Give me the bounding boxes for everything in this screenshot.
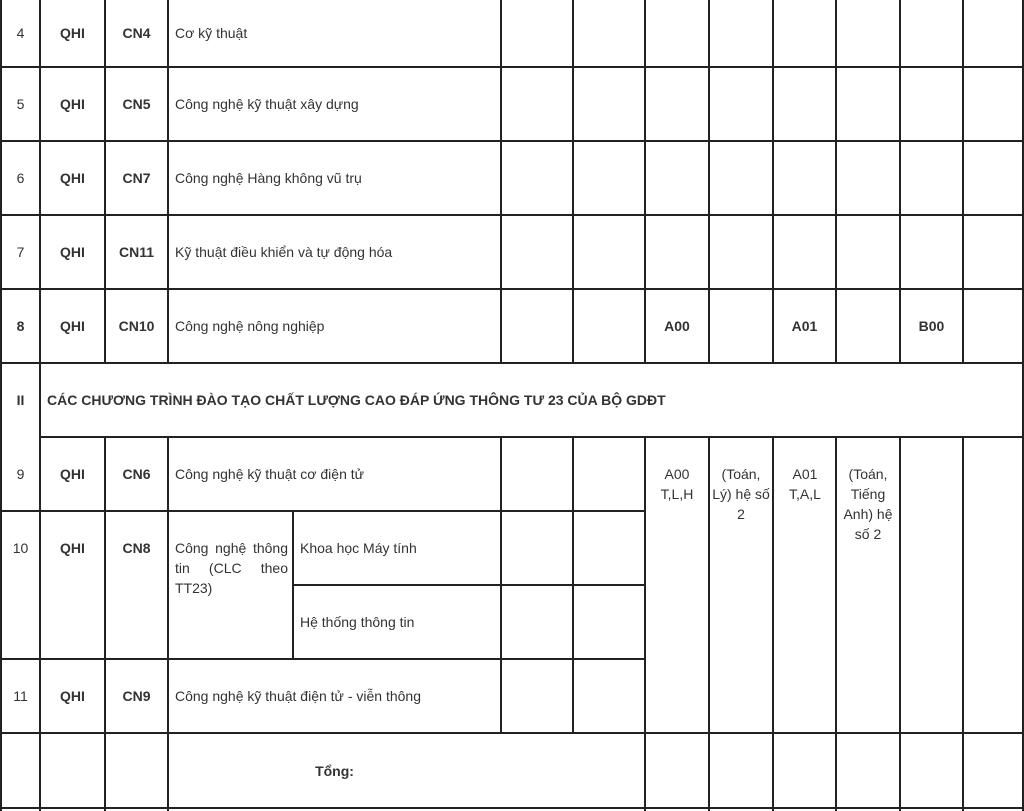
cell-block: [901, 290, 962, 362]
column-divider: [572, 436, 574, 732]
program-name: Công nghệ kỹ thuật xây dựng: [175, 96, 359, 112]
program-code: CN9: [122, 688, 151, 704]
program-name: Cơ kỹ thuật: [175, 25, 248, 41]
program-code: CN7: [122, 170, 151, 186]
column-divider: [500, 0, 502, 362]
stt-value: 6: [16, 170, 25, 186]
cell-stt: [2, 142, 39, 214]
cell-code: [106, 68, 167, 140]
stt-value: 10: [12, 540, 29, 556]
program-name: Công nghệ thông tin (CLC theo TT23): [175, 540, 288, 596]
column-divider: [962, 0, 964, 362]
program-name: Công nghệ nông nghiệp: [175, 318, 325, 334]
cell-name: [169, 68, 500, 140]
cell-code: [106, 538, 167, 658]
school-code: QHI: [60, 688, 85, 704]
cell-block: [646, 290, 708, 362]
cell-divider: [962, 140, 1024, 142]
block-note: (Toán, Lý) hệ số 2: [712, 466, 770, 522]
school-code: QHI: [60, 466, 85, 482]
cell-school: [41, 142, 104, 214]
school-code: QHI: [60, 318, 85, 334]
cell-stt: [2, 68, 39, 140]
column-divider: [962, 436, 964, 811]
school-code: QHI: [60, 244, 85, 260]
program-name: Công nghệ Hàng không vũ trụ: [175, 170, 362, 186]
cell-code: [106, 660, 167, 732]
section-title: [41, 364, 1022, 436]
cell-subname: [294, 512, 500, 584]
stt-value: 4: [16, 25, 25, 41]
cell-name: [169, 142, 500, 214]
total-label: [169, 734, 500, 807]
cell-school: [41, 660, 104, 732]
school-code: QHI: [60, 170, 85, 186]
program-name: Công nghệ kỹ thuật cơ điện tử: [175, 466, 364, 482]
cell-stt: [2, 438, 39, 510]
program-name: Kỹ thuật điều khiển và tự động hóa: [175, 244, 393, 260]
column-divider: [899, 436, 901, 811]
cell-school: [41, 0, 104, 66]
stt-value: 9: [16, 466, 25, 482]
cell-block: [774, 290, 835, 362]
cell-divider: [708, 140, 772, 142]
stt-value: 8: [16, 318, 25, 334]
column-divider: [835, 436, 837, 811]
cell-block-note: [840, 464, 896, 564]
cell-name: [169, 0, 500, 66]
cell-stt: [2, 290, 39, 362]
section-number: [2, 364, 39, 436]
program-code: CN8: [122, 540, 151, 556]
program-code: CN10: [118, 318, 155, 334]
cell-code: [106, 216, 167, 288]
stt-value: 5: [16, 96, 25, 112]
cell-school: [41, 216, 104, 288]
block-code: A00: [664, 318, 690, 334]
cell-divider: [962, 214, 1024, 216]
block-code: A00 T,L,H: [660, 466, 694, 502]
cell-stt: [2, 0, 39, 66]
column-divider: [572, 0, 574, 362]
cell-divider: [962, 66, 1024, 68]
specialization-name: Khoa học Máy tính: [300, 540, 417, 556]
cell-stt: [2, 538, 39, 658]
column-divider: [708, 0, 710, 362]
row-divider: [0, 732, 1024, 734]
section-num-text: II: [16, 392, 25, 408]
cell-divider: [835, 140, 899, 142]
column-divider: [500, 436, 502, 732]
cell-divider: [835, 66, 899, 68]
cell-subname: [294, 586, 500, 658]
cell-divider: [708, 66, 772, 68]
column-divider: [772, 436, 774, 811]
block-code: A01: [791, 318, 818, 334]
column-divider: [835, 0, 837, 362]
column-divider: [708, 436, 710, 811]
total-label-text: Tổng:: [315, 762, 354, 779]
cell-code: [106, 142, 167, 214]
cell-school: [41, 538, 104, 658]
cell-name: [169, 216, 500, 288]
row-divider: [0, 807, 1024, 809]
section-title-text: CÁC CHƯƠNG TRÌNH ĐÀO TẠO CHẤT LƯỢNG CAO ĐÁP ỨNG THÔNG TƯ 23 CỦA BỘ GDĐT: [47, 392, 666, 408]
block-note: (Toán, Tiếng Anh) hệ số 2: [843, 466, 893, 542]
cell-school: [41, 438, 104, 510]
specialization-name: Hệ thống thông tin: [300, 614, 415, 630]
cell-school: [41, 68, 104, 140]
cell-divider: [835, 214, 899, 216]
program-code: CN5: [122, 96, 151, 112]
school-code: QHI: [60, 96, 85, 112]
block-code: B00: [918, 318, 945, 334]
cell-block-note: [712, 464, 770, 564]
cell-code: [106, 0, 167, 66]
stt-value: 7: [16, 244, 25, 260]
column-divider: [644, 436, 646, 811]
cell-name: [169, 660, 500, 732]
cell-name: [175, 538, 288, 658]
program-name: Công nghệ kỹ thuật điện tử - viễn thông: [175, 688, 421, 704]
school-code: QHI: [60, 25, 85, 41]
cell-school: [41, 290, 104, 362]
cell-stt: [2, 660, 39, 732]
cell-divider: [708, 214, 772, 216]
school-code: QHI: [60, 540, 85, 556]
block-code: A01 T,A,L: [789, 466, 821, 502]
cell-code: [106, 438, 167, 510]
program-code: CN4: [122, 25, 151, 41]
stt-value: 11: [13, 688, 28, 704]
cell-block-merged: [777, 464, 833, 564]
program-code: CN6: [122, 466, 151, 482]
cell-name: [169, 290, 500, 362]
cell-code: [106, 290, 167, 362]
cell-name: [169, 438, 500, 510]
cell-block-merged: [648, 464, 706, 564]
cell-stt: [2, 216, 39, 288]
program-code: CN11: [118, 244, 155, 260]
